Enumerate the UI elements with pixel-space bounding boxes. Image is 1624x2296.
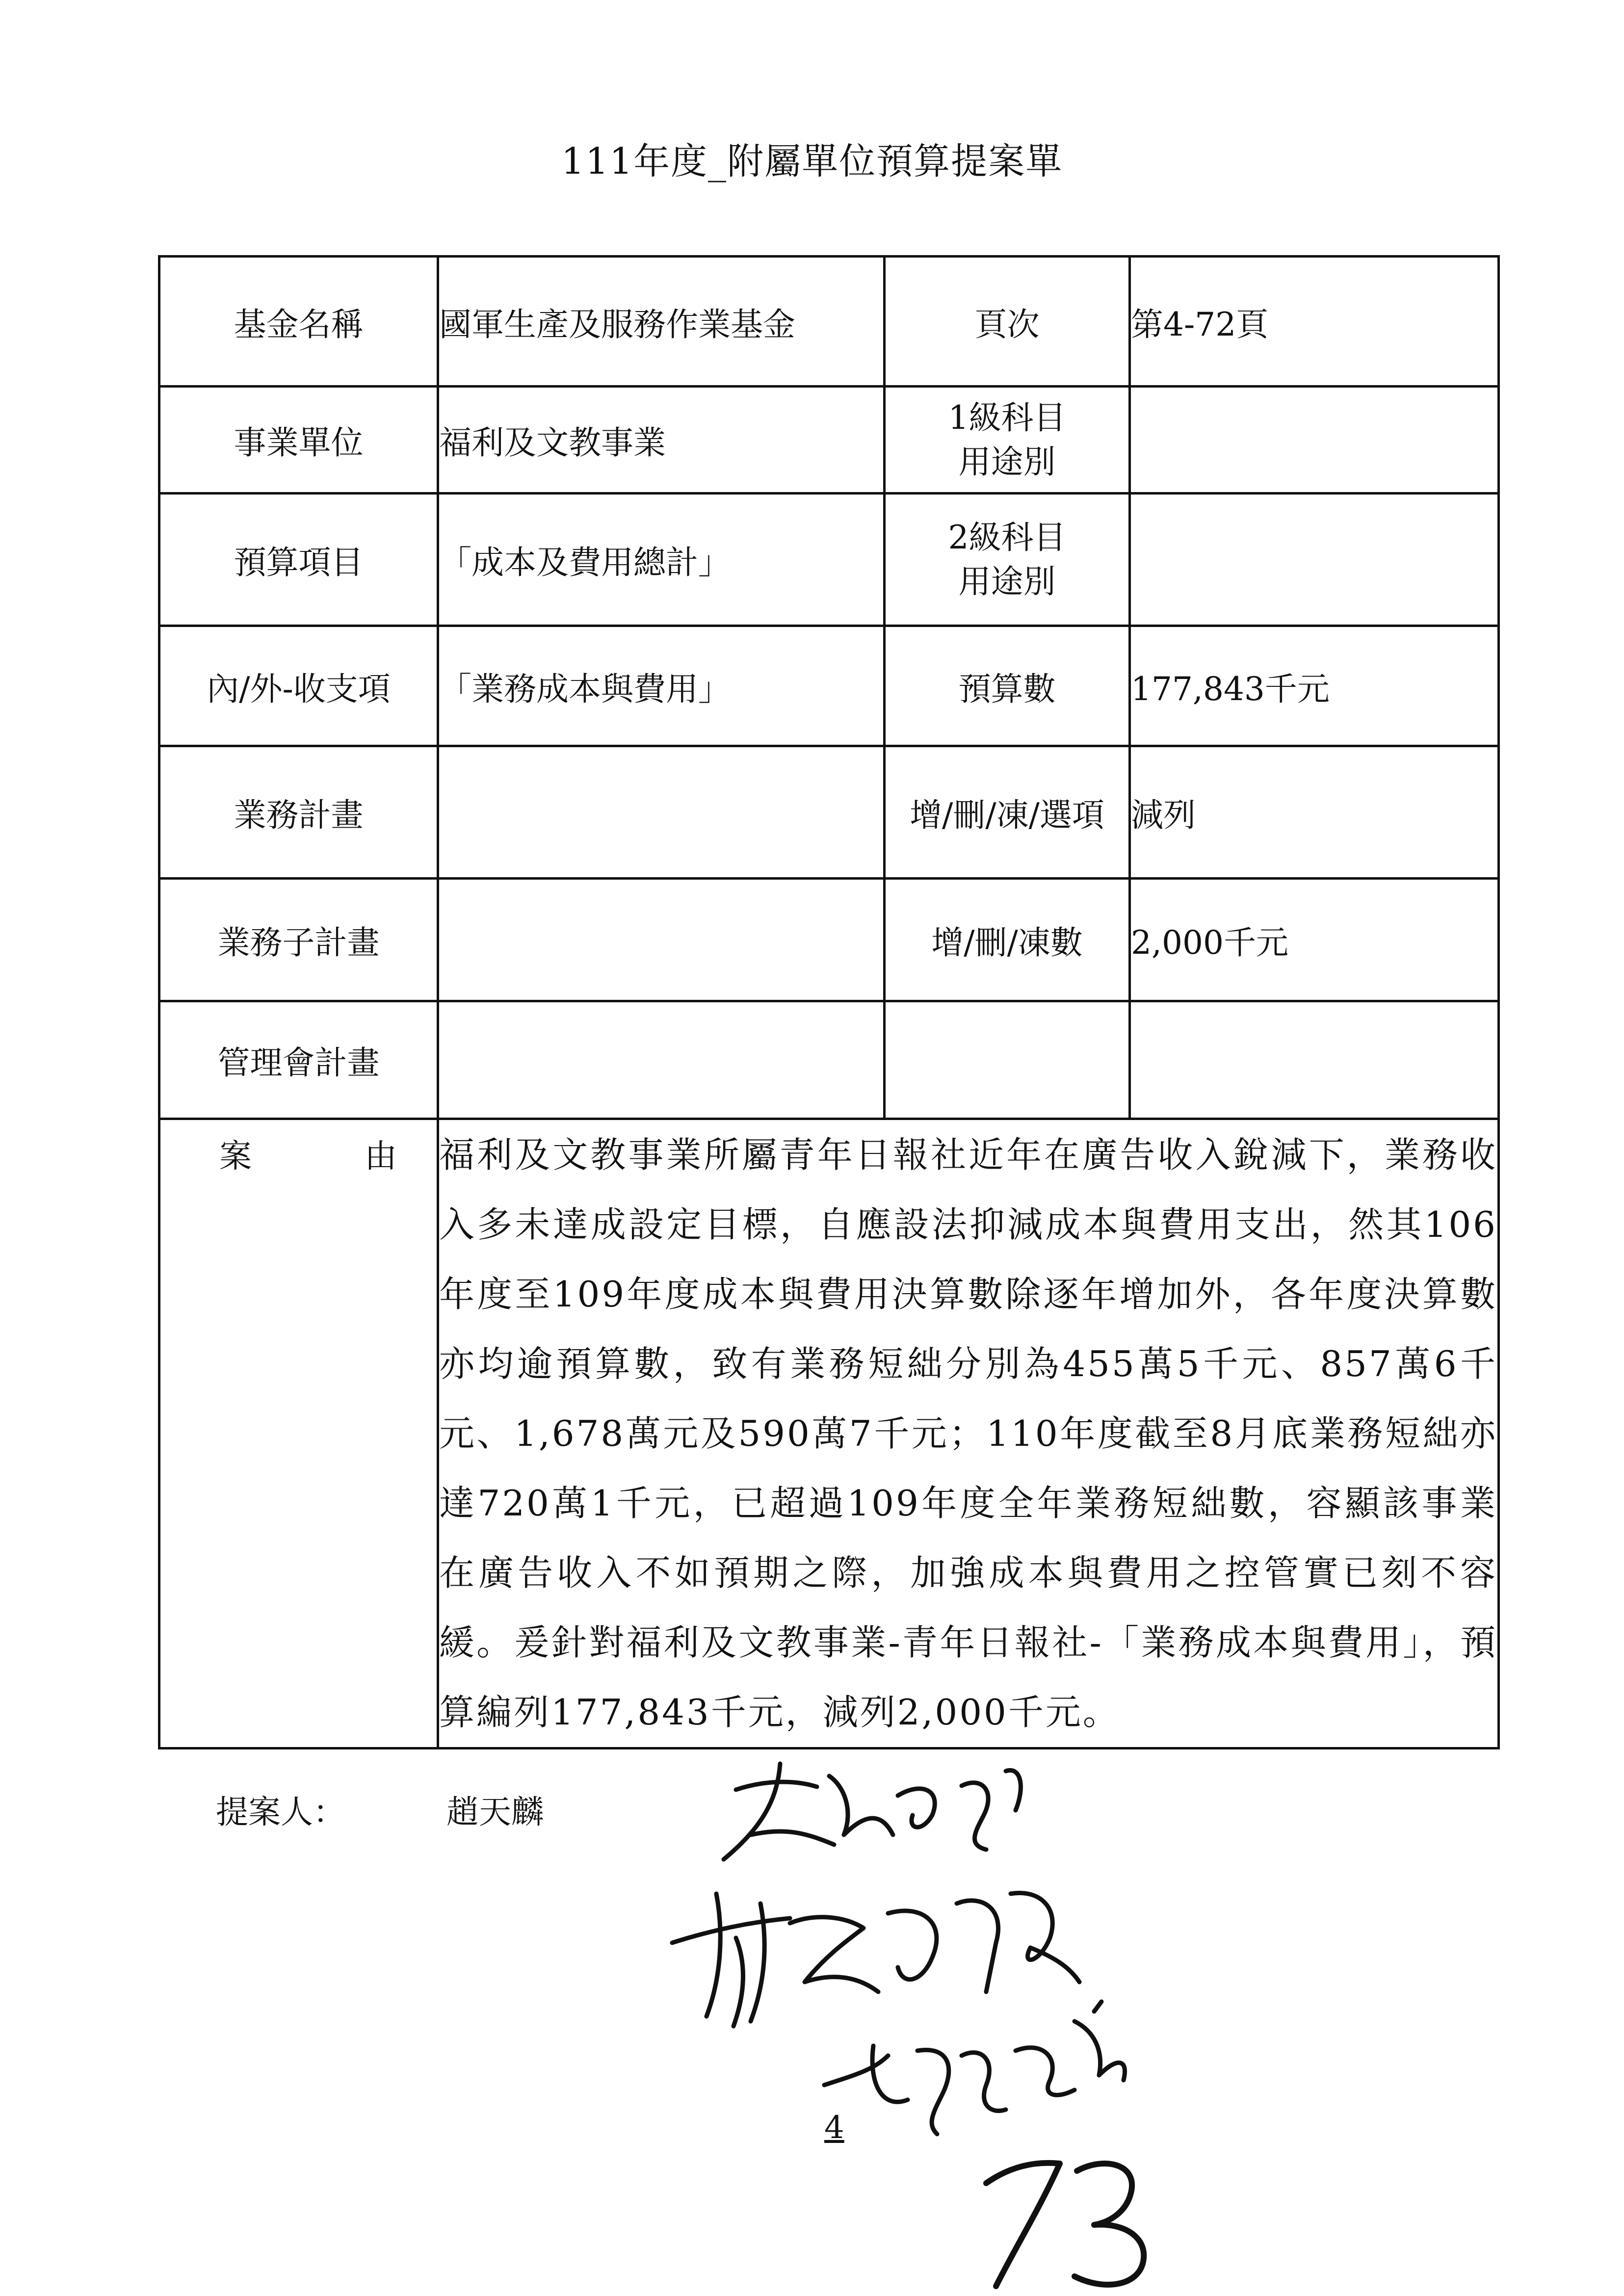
proposer-label: 提案人： [216, 1793, 345, 1831]
page-number: 4 [824, 2110, 844, 2146]
income-expense-value: 「業務成本與費用」 [438, 626, 885, 746]
reason-label-char2: 由 [365, 1137, 397, 1175]
budget-amount-label: 預算數 [885, 626, 1130, 746]
budget-amount-value: 177,843千元 [1130, 626, 1499, 746]
action-option-value: 減列 [1130, 746, 1499, 879]
budget-item-value: 「成本及費用總計」 [438, 494, 885, 626]
signature-1 [724, 1764, 1021, 1859]
business-unit-label: 事業單位 [159, 387, 438, 494]
level1-subject-label: 1級科目 用途別 [885, 387, 1130, 494]
signature-2 [672, 1893, 1079, 2026]
handwritten-number-73 [986, 2163, 1144, 2286]
page-ref-value: 第4-72頁 [1130, 257, 1499, 387]
action-amount-label: 增/刪/凍數 [885, 879, 1130, 1001]
business-plan-label: 業務計畫 [159, 746, 438, 879]
document-title: 111年度_附屬單位預算提案單 [561, 140, 1063, 183]
signature-3 [824, 2002, 1125, 2134]
management-plan-label: 管理會計畫 [159, 1001, 438, 1119]
reason-text: 福利及文教事業所屬青年日報社近年在廣告收入銳減下，業務收入多未達成設定目標，自應設法抑減成本與費用支出，然其106年度至109年度成本與費用決算數除逐年增加外，各年度決算數亦均逾預算數，致有業務短絀分別為455萬5千元、857萬6千元、1,678萬元及590萬7千元；110年度截至8月底業務短絀亦達720萬1千元，已超過109年度全年業務短絀數，容顯該事業在廣告收入不如預期之際，加強成本與費用之控管實已刻不容緩。爰針對福利及文教事業-青年日報社-「業務成本與費用」，預算編列177,843千元，減列2,000千元。 [439, 1134, 1497, 1733]
level2-subject-label: 2級科目 用途別 [885, 494, 1130, 626]
proposer-name: 趙天麟 [446, 1793, 544, 1831]
action-amount-value: 2,000千元 [1130, 879, 1499, 1001]
business-unit-value: 福利及文教事業 [438, 387, 885, 494]
reason-label-char1: 案 [219, 1137, 252, 1175]
page-ref-label: 頁次 [885, 257, 1130, 387]
business-subplan-label: 業務子計畫 [159, 879, 438, 1001]
action-option-label: 增/刪/凍/選項 [885, 746, 1130, 879]
income-expense-label: 內/外-收支項 [159, 626, 438, 746]
fund-name-value: 國軍生產及服務作業基金 [438, 257, 885, 387]
fund-name-label: 基金名稱 [159, 257, 438, 387]
budget-item-label: 預算項目 [159, 494, 438, 626]
